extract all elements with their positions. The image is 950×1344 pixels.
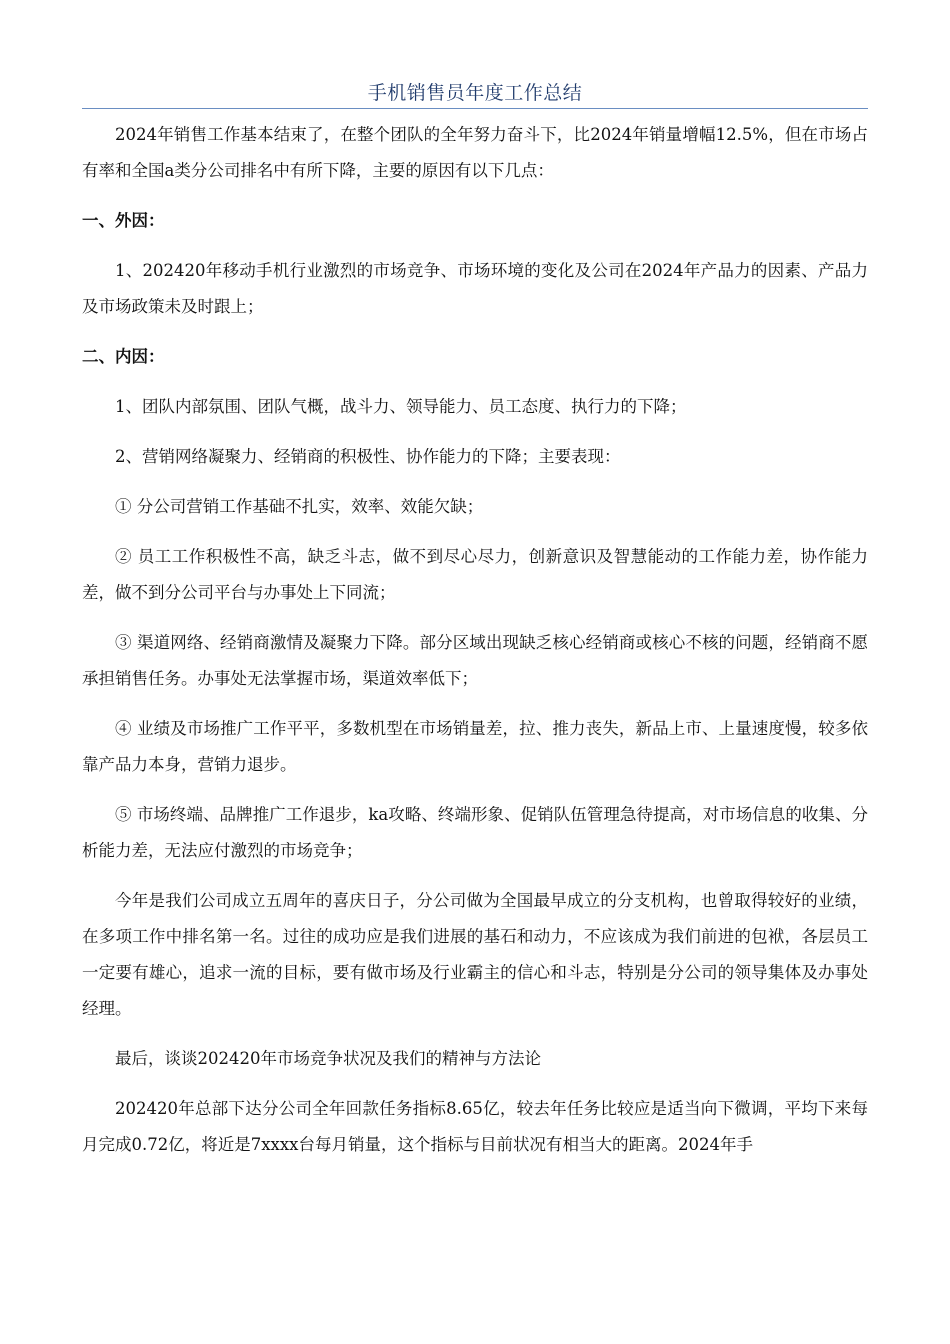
anniversary-paragraph: 今年是我们公司成立五周年的喜庆日子，分公司做为全国最早成立的分支机构，也曾取得较好的业绩，在多项工作中排名第一名。过往的成功应是我们进展的基石和动力，不应该成为我们前进的包袱，各层员工一定要有雄心，追求一流的目标，要有做市场及行业霸主的信心和斗志，特别是分公司的领导集体及办事处经理。 bbox=[82, 891, 868, 1018]
point-1: ① 分公司营销工作基础不扎实，效率、效能欠缺； bbox=[115, 497, 484, 516]
point-4: ④ 业绩及市场推广工作平平，多数机型在市场销量差，拉、推力丧失，新品上市、上量速度慢，较多依靠产品力本身，营销力退步。 bbox=[82, 719, 868, 774]
intro-paragraph: 2024年销售工作基本结束了，在整个团队的全年努力奋斗下，比2024年销量增幅12.5%，但在市场占有率和全国a类分公司排名中有所下降，主要的原因有以下几点： bbox=[82, 125, 868, 180]
targets-paragraph: 202420年总部下达分公司全年回款任务指标8.65亿，较去年任务比较应是适当向下微调，平均下来每月完成0.72亿，将近是7xxxx台每月销量，这个指标与目前状况有相当大的距离。2024年手 bbox=[82, 1099, 868, 1154]
section-heading-internal: 二、内因： bbox=[82, 347, 165, 366]
internal-factor-2: 2、营销网络凝聚力、经销商的积极性、协作能力的下降；主要表现： bbox=[115, 447, 621, 466]
point-5: ⑤ 市场终端、品牌推广工作退步，ka攻略、终端形象、促销队伍管理急待提高，对市场信息的收集、分析能力差，无法应付激烈的市场竞争； bbox=[82, 805, 868, 860]
section-heading-external: 一、外因： bbox=[82, 211, 165, 230]
external-factor-1: 1、202420年移动手机行业激烈的市场竞争、市场环境的变化及公司在2024年产品力的因素、产品力及市场政策未及时跟上； bbox=[82, 261, 868, 316]
internal-factor-1: 1、团队内部氛围、团队气概，战斗力、领导能力、员工态度、执行力的下降； bbox=[115, 397, 687, 416]
finally-paragraph: 最后，谈谈202420年市场竞争状况及我们的精神与方法论 bbox=[115, 1049, 541, 1068]
point-3: ③ 渠道网络、经销商激情及凝聚力下降。部分区域出现缺乏核心经销商或核心不核的问题，经销商不愿承担销售任务。办事处无法掌握市场，渠道效率低下； bbox=[82, 633, 868, 688]
document-page bbox=[82, 78, 868, 1177]
title-divider bbox=[82, 108, 868, 109]
document-title: 手机销售员年度工作总结 bbox=[367, 82, 583, 104]
point-2: ② 员工工作积极性不高，缺乏斗志，做不到尽心尽力，创新意识及智慧能动的工作能力差，协作能力差，做不到分公司平台与办事处上下同流； bbox=[82, 547, 868, 602]
